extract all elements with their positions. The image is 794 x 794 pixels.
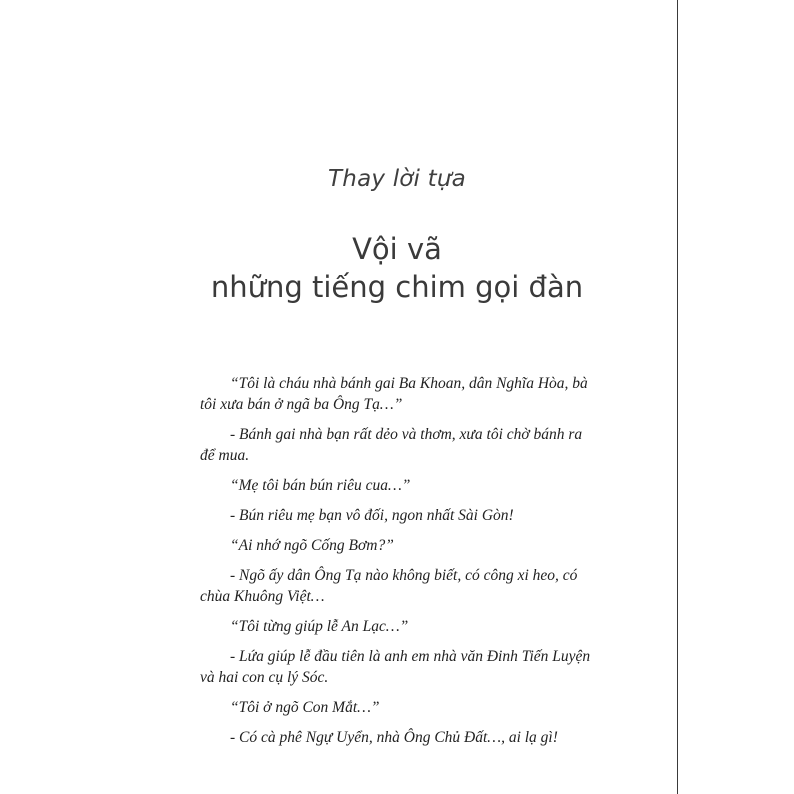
chapter-title-line-1: Vội vã xyxy=(352,232,442,266)
page-edge-divider xyxy=(677,0,678,794)
chapter-subtitle: Thay lời tựa xyxy=(328,166,466,192)
paragraph: - Ngõ ấy dân Ông Tạ nào không biết, có công xi heo, có chùa Khuông Việt… xyxy=(200,567,578,605)
paragraph: “Ai nhớ ngõ Cống Bơm?” xyxy=(230,537,394,554)
paragraph: - Bánh gai nhà bạn rất dẻo và thơm, xưa tôi chờ bánh ra để mua. xyxy=(200,426,583,464)
paragraph: “Tôi là cháu nhà bánh gai Ba Khoan, dân Nghĩa Hòa, bà tôi xưa bán ở ngã ba Ông Tạ…” xyxy=(200,375,588,413)
chapter-title xyxy=(0,230,794,306)
paragraph: “Mẹ tôi bán bún riêu cua…” xyxy=(230,477,411,494)
paragraph: “Tôi ở ngõ Con Mắt…” xyxy=(230,699,380,716)
body-text xyxy=(200,373,600,757)
paragraph: - Có cà phê Ngự Uyển, nhà Ông Chủ Đất…, ai lạ gì! xyxy=(230,729,558,746)
paragraph: - Lứa giúp lễ đầu tiên là anh em nhà văn Đinh Tiến Luyện và hai con cụ lý Sóc. xyxy=(200,648,591,686)
paragraph: - Bún riêu mẹ bạn vô đối, ngon nhất Sài Gòn! xyxy=(230,507,514,524)
paragraph: “Tôi từng giúp lễ An Lạc…” xyxy=(230,618,409,635)
chapter-title-line-2: những tiếng chim gọi đàn xyxy=(210,270,584,304)
